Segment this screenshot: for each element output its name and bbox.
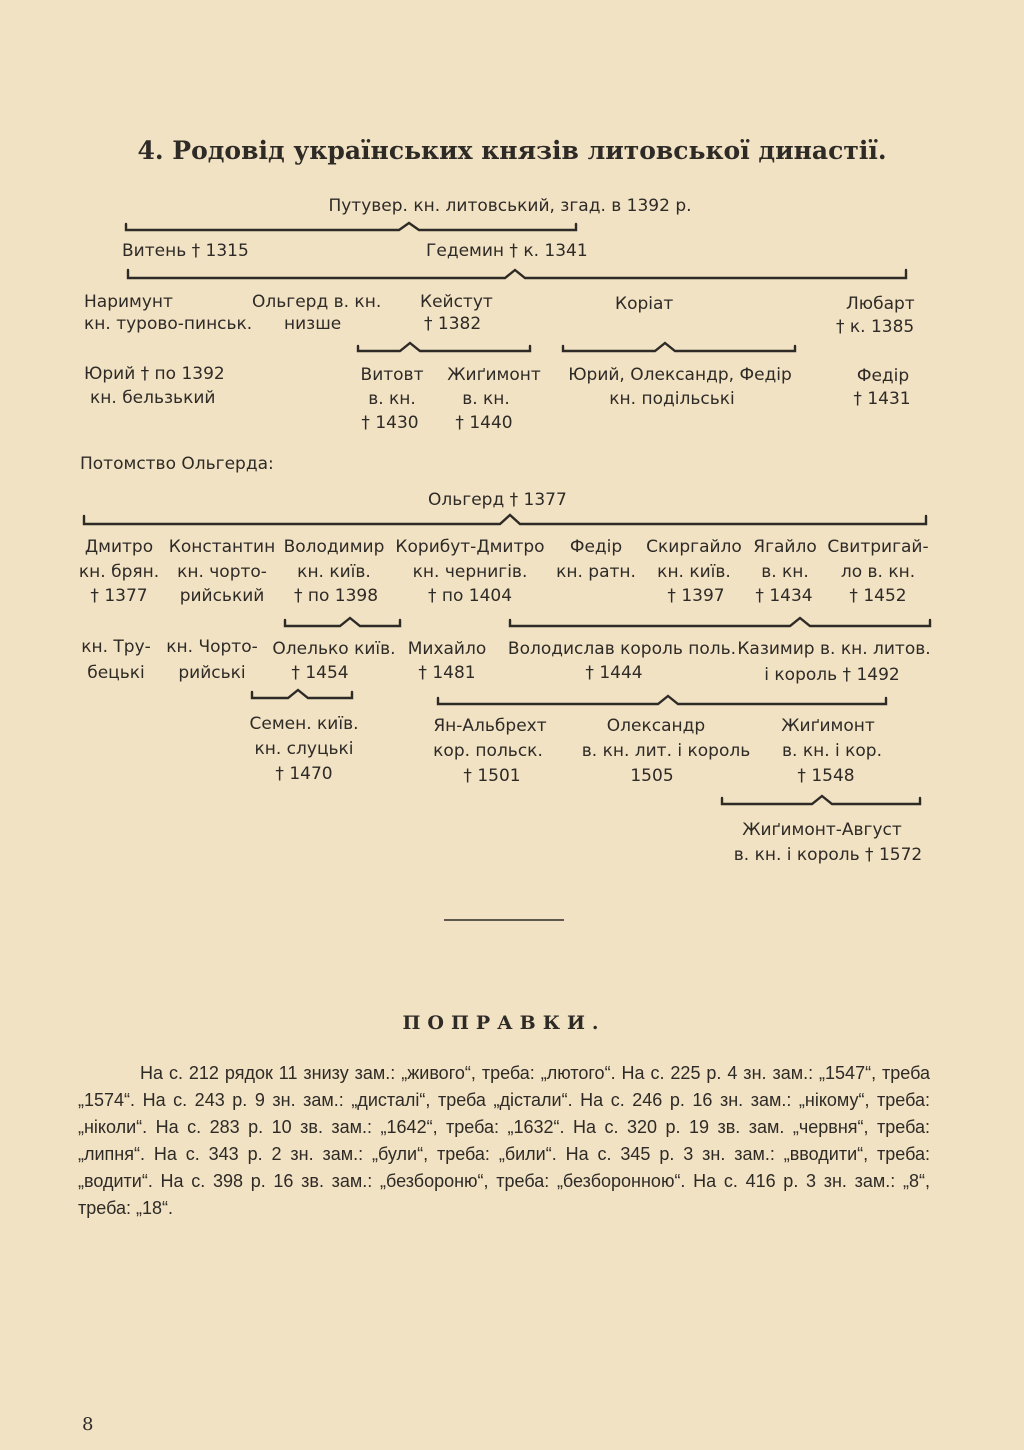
- person-korybut-name: Корибут-Дмитро: [395, 537, 545, 557]
- bracket-gedemin: [128, 270, 906, 278]
- person-semen-name: Семен. київ.: [249, 714, 359, 734]
- page-title: 4. Родовід українських князів литовської династії.: [137, 136, 887, 165]
- person-zhygymont-name: Жиґимонт: [447, 365, 541, 385]
- person-yan-albrekht-title: кор. польск.: [433, 741, 543, 761]
- person-keistut-name: Кейстут: [420, 292, 493, 312]
- olgerd-descendants-heading: Потомство Ольгерда:: [80, 454, 274, 474]
- person-zhygymont-i-death: † 1548: [797, 766, 855, 786]
- person-kazymyr-name: Казимир в. кн. литов.: [737, 639, 931, 659]
- person-yurii-title: кн. бельзький: [90, 388, 216, 408]
- person-narymunt-title: кн. турово-пинськ.: [84, 314, 253, 334]
- person-mykhailo-death: † 1481: [418, 663, 476, 683]
- person-yagailo-death: † 1434: [755, 586, 813, 606]
- person-skyrgailo-name: Скиргайло: [646, 537, 742, 557]
- person-volodyslav-death: † 1444: [585, 663, 643, 683]
- person-svytrygailo-name: Свитригай-: [827, 537, 929, 557]
- person-svytrygailo-title: ло в. кн.: [840, 562, 916, 582]
- person-volodymyr-name: Володимир: [283, 537, 385, 557]
- person-zhygymont-death: † 1440: [455, 413, 513, 433]
- person-vytovt-death: † 1430: [361, 413, 419, 433]
- person-konstantyn-title: кн. чорто-: [177, 562, 267, 582]
- person-korybut-death: † по 1404: [427, 586, 513, 606]
- person-lubart-name: Любарт: [846, 294, 915, 314]
- person-fedir-olgerd-name: Федір: [569, 537, 623, 557]
- person-fedir-lubart-name: Федір: [856, 366, 910, 386]
- corrections-heading: ПОПРАВКИ.: [402, 1012, 606, 1034]
- person-narymunt-name: Наримунт: [84, 292, 173, 312]
- bracket-olelko: [252, 690, 352, 698]
- person-olgerd-name: Ольгерд в. кн.: [252, 292, 382, 312]
- person-viten: Витень † 1315: [122, 241, 249, 261]
- bracket-zhygymont: [722, 796, 920, 804]
- person-yan-albrekht-name: Ян-Альбрехт: [433, 716, 547, 736]
- person-svytrygailo-death: † 1452: [849, 586, 907, 606]
- person-zhygymont-avgust-name: Жиґимонт-Август: [742, 820, 902, 840]
- person-volodymyr-death: † по 1398: [293, 586, 379, 606]
- person-korybut-title: кн. чернигів.: [412, 562, 528, 582]
- root-putuver: Путувер. кн. литовський, згад. в 1392 р.: [328, 196, 692, 216]
- person-skyrgailo-title: кн. київ.: [657, 562, 731, 582]
- person-yan-albrekht-death: † 1501: [463, 766, 521, 786]
- person-konstantyn-name: Константин: [168, 537, 276, 557]
- person-kazymyr-title: і король † 1492: [764, 665, 900, 685]
- person-gedemin: Гедемин † к. 1341: [426, 241, 588, 261]
- bracket-root: [126, 223, 576, 230]
- person-skyrgailo-death: † 1397: [667, 586, 725, 606]
- bracket-olgerd: [84, 515, 926, 524]
- koriat-sons-names: Юрий, Олександр, Федір: [568, 365, 792, 385]
- person-volodyslav-name: Володислав король поль.: [507, 639, 737, 659]
- person-zhygymont-avgust-title: в. кн. і король † 1572: [733, 845, 923, 865]
- house-chortoryiski-line1: кн. Чорто-: [166, 637, 258, 657]
- corrections-text: На с. 212 рядок 11 знизу зам.: „живого“, треба: „лютого“. На с. 225 р. 4 зн. зам.: „1547“, треба „1574“. На с. 243 р. 9 зн. зам.: „дисталі“, треба „дістали“. На с. 246 р. 16 зн. зам.: „нікому“, треба: „ніколи“. На с. 283 р. 10 зв. зам.: „1642“, треба: „1632“. На с. 320 р. 19 зв. зам. „червня“, треба: „липня“. На с. 343 р. 2 зн. зам.: „були“, треба: „били“. На с. 345 р. 3 зн. зам.: „вводити“, треба: „водити“. На с. 398 р. 16 зв. зам.: „безбороню“, треба: „безборонною“. На с. 416 р. 3 зн. зам.: „8“, треба: „18“.: [78, 1063, 930, 1218]
- person-semen-title: кн. слуцькі: [254, 739, 354, 759]
- person-keistut-death: † 1382: [424, 314, 482, 334]
- person-koriat: Коріат: [615, 294, 674, 314]
- bracket-konstantyn-volodymyr: [285, 618, 400, 626]
- person-olelko-death: † 1454: [291, 663, 349, 683]
- person-yagailo-title: в. кн.: [761, 562, 809, 582]
- koriat-sons-title: кн. подільські: [609, 389, 735, 409]
- person-zhygymont-title: в. кн.: [462, 389, 510, 409]
- bracket-koriat: [563, 343, 795, 351]
- house-trubetski-line1: кн. Тру-: [81, 637, 151, 657]
- person-dmytro-death: † 1377: [90, 586, 148, 606]
- person-konstantyn-title-cont: рийський: [179, 586, 265, 606]
- person-zhygymont-i-title: в. кн. і кор.: [781, 741, 883, 761]
- person-volodymyr-title: кн. київ.: [297, 562, 371, 582]
- person-oleksandr-name: Олександр: [606, 716, 706, 736]
- person-vytovt-name: Витовт: [360, 365, 424, 385]
- person-yagailo-name: Ягайло: [753, 537, 817, 557]
- person-fedir-olgerd-title: кн. ратн.: [556, 562, 636, 582]
- person-vytovt-title: в. кн.: [368, 389, 416, 409]
- person-dmytro-title: кн. брян.: [78, 562, 160, 582]
- person-olgerd-note: низше: [284, 314, 342, 334]
- bracket-kazymyr: [438, 696, 886, 704]
- person-olelko-name: Олелько київ.: [272, 639, 396, 659]
- person-lubart-death: † к. 1385: [836, 317, 915, 337]
- person-oleksandr-title: в. кн. лит. і король: [581, 741, 751, 761]
- person-dmytro-name: Дмитро: [84, 537, 154, 557]
- person-yurii-name: Юрий † по 1392: [84, 364, 225, 384]
- person-zhygymont-i-name: Жиґимонт: [781, 716, 875, 736]
- house-chortoryiski-line2: рийські: [178, 663, 246, 683]
- page-number: 8: [82, 1414, 94, 1435]
- bracket-yagailo: [510, 618, 930, 626]
- house-trubetski-line2: бецькі: [87, 663, 145, 683]
- person-mykhailo-name: Михайло: [407, 639, 487, 659]
- bracket-keistut: [358, 343, 530, 351]
- person-fedir-lubart-death: † 1431: [853, 389, 911, 409]
- person-semen-death: † 1470: [275, 764, 333, 784]
- person-olgerd-root: Ольгерд † 1377: [428, 490, 567, 510]
- person-oleksandr-year: 1505: [630, 766, 674, 786]
